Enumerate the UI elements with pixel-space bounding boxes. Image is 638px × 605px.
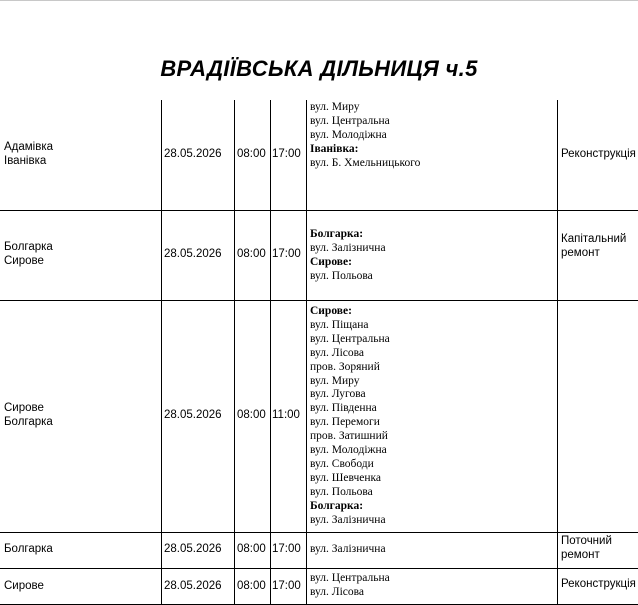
date-value: 28.05.2026 [164,148,222,161]
date-cell [164,580,232,594]
end-time: 17:00 [272,579,301,592]
street-name: Сирове: [310,305,352,317]
start-time: 08:00 [237,579,266,592]
end-time: 11:00 [272,409,300,422]
column-divider [270,100,271,605]
settlement-cell [4,580,154,594]
street-name: вул. Центральна [310,114,390,127]
end-time-cell [272,409,305,423]
end-time-cell [272,148,305,162]
work-type-cell: Поточний ремонт [561,535,612,561]
street-name: пров. Затишний [310,430,388,443]
date-cell [164,248,232,262]
settlement-name: Сирове [4,579,44,592]
start-time: 08:00 [237,148,266,161]
column-divider [306,100,307,605]
settlement-name: Адамівка [4,141,54,154]
street-name: вул. Миру [310,101,360,113]
street-name: вул. Молодіжна [310,444,387,457]
street-name: Болгарка: [310,499,364,512]
street-name: вул. Лугова [310,388,366,401]
street-name: вул. Південна [310,402,377,415]
street-name: вул. Залізнична [310,241,386,254]
street-name: вул. Польова [310,485,373,498]
streets-cell [310,228,555,284]
settlement-cell [4,241,154,269]
settlement-cell [4,402,154,430]
street-name: вул. Лісова [310,585,365,598]
end-time: 17:00 [272,543,301,556]
settlement-name: Сирове [4,255,44,267]
street-name: пров. Зоряний [310,360,380,373]
settlement-name: Іванівка [4,155,47,167]
start-time: 08:00 [237,409,266,422]
row-divider [0,568,638,569]
street-name: Сирове: [310,255,352,268]
row-divider [0,532,638,533]
page-title: ВРАДІЇВСЬКА ДІЛЬНИЦЯ ч.5 [160,56,478,81]
street-name: вул. Центральна [310,332,390,345]
settlement-cell [4,141,154,169]
start-time-cell [237,580,269,594]
date-value: 28.05.2026 [164,248,222,261]
end-time: 17:00 [272,148,301,161]
start-time: 08:00 [237,248,266,261]
end-time-cell [272,248,305,262]
street-name: вул. Залізнична [310,543,386,555]
end-time-cell [272,543,305,557]
streets-cell [310,101,555,171]
settlement-cell [4,543,154,557]
column-divider [557,100,558,605]
street-name: вул. Молодіжна [310,128,387,141]
streets-cell [310,543,555,557]
row-divider [0,210,638,211]
work-type-cell: Реконструкція [561,148,636,161]
date-cell [164,543,232,557]
date-cell [164,148,232,162]
column-divider [234,100,235,605]
streets-cell [310,572,555,600]
settlement-name: Болгарка [4,241,53,254]
column-divider [161,100,162,605]
street-name: вул. Піщана [310,318,369,331]
work-type-cell: Капітальний ремонт [561,233,627,259]
date-value: 28.05.2026 [164,543,222,556]
street-name: вул. Польова [310,269,373,282]
street-name: вул. Перемоги [310,416,380,429]
street-name: вул. Шевченка [310,471,382,484]
settlement-name: Болгарка [4,543,53,556]
start-time-cell [237,148,269,162]
street-name: вул. Центральна [310,572,390,584]
street-name: вул. Свободи [310,457,374,470]
start-time: 08:00 [237,543,266,556]
work-type-cell: Реконструкція [561,577,636,590]
street-name: вул. Миру [310,374,360,387]
streets-cell [310,305,555,528]
street-name: Болгарка: [310,228,364,240]
row-divider [0,300,638,301]
settlement-name: Сирове [4,402,44,415]
start-time-cell [237,248,269,262]
street-name: вул. Лісова [310,346,365,359]
end-time: 17:00 [272,248,301,261]
street-name: вул. Залізнична [310,513,386,526]
end-time-cell [272,580,305,594]
street-name: Іванівка: [310,142,359,155]
start-time-cell [237,409,269,423]
date-cell [164,409,232,423]
street-name: вул. Б. Хмельницького [310,156,421,169]
date-value: 28.05.2026 [164,579,222,592]
settlement-name: Болгарка [4,416,53,428]
date-value: 28.05.2026 [164,409,222,422]
start-time-cell [237,543,269,557]
